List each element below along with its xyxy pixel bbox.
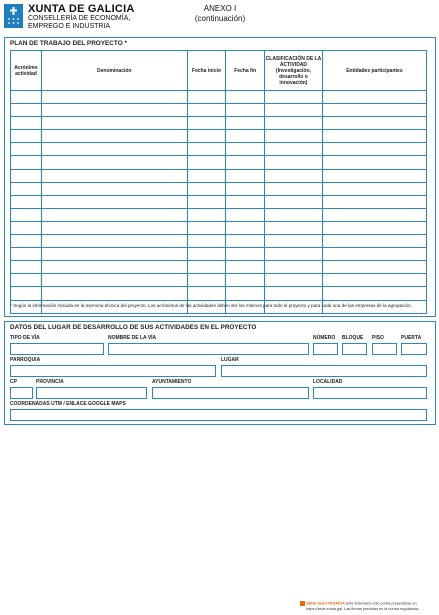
provincia-label: PROVINCIA (36, 379, 64, 385)
table-cell[interactable] (41, 235, 187, 248)
table-cell[interactable] (11, 274, 42, 287)
annex-subtitle: (continuación) (194, 14, 246, 23)
col-clasificacion: CLASIFICACIÓN DE LA ACTIVIDAD (Investigación, desarrollo o innovación) (265, 51, 323, 91)
cp-input[interactable] (10, 387, 33, 399)
table-cell[interactable] (265, 104, 323, 117)
table-cell[interactable] (265, 274, 323, 287)
table-cell[interactable] (11, 248, 42, 261)
table-cell[interactable] (11, 169, 42, 182)
tipo-via-label: TIPO DE VÍA (10, 335, 40, 341)
table-row (11, 287, 427, 300)
table-row (11, 117, 427, 130)
table-cell[interactable] (322, 261, 426, 274)
org-name: XUNTA DE GALICIA (28, 3, 135, 15)
ayuntamiento-input[interactable] (152, 387, 309, 399)
table-cell[interactable] (322, 208, 426, 221)
table-cell[interactable] (322, 287, 426, 300)
table-cell[interactable] (41, 274, 187, 287)
table-cell[interactable] (11, 182, 42, 195)
sede-electronica-icon (300, 601, 305, 606)
location-title: DATOS DEL LUGAR DE DESARROLLO DE SUS ACTIVIDADES EN EL PROYECTO (10, 324, 257, 331)
table-row (11, 208, 427, 221)
table-cell[interactable] (187, 104, 226, 117)
table-cell[interactable] (322, 195, 426, 208)
table-row (11, 274, 427, 287)
table-cell[interactable] (226, 117, 265, 130)
table-cell[interactable] (41, 156, 187, 169)
table-cell[interactable] (322, 156, 426, 169)
table-cell[interactable] (322, 91, 426, 104)
table-cell[interactable] (41, 208, 187, 221)
table-cell[interactable] (265, 130, 323, 143)
table-cell[interactable] (226, 248, 265, 261)
table-cell[interactable] (41, 91, 187, 104)
table-cell[interactable] (187, 169, 226, 182)
table-cell[interactable] (226, 221, 265, 234)
table-row (11, 143, 427, 156)
table-row (11, 221, 427, 234)
table-cell[interactable] (265, 117, 323, 130)
localidad-label: LOCALIDAD (313, 379, 343, 385)
provincia-input[interactable] (36, 387, 147, 399)
table-cell[interactable] (11, 156, 42, 169)
table-cell[interactable] (322, 274, 426, 287)
col-entidades: Entidades participantes (322, 51, 426, 91)
table-cell[interactable] (322, 248, 426, 261)
table-cell[interactable] (322, 130, 426, 143)
table-row (11, 235, 427, 248)
table-cell[interactable] (226, 235, 265, 248)
table-cell[interactable] (187, 91, 226, 104)
table-cell[interactable] (41, 117, 187, 130)
annex-heading (170, 4, 270, 24)
table-cell[interactable] (265, 143, 323, 156)
table-cell[interactable] (41, 195, 187, 208)
table-row (11, 248, 427, 261)
table-cell[interactable] (265, 261, 323, 274)
table-cell[interactable] (322, 169, 426, 182)
department-line-1: CONSELLERÍA DE ECONOMÍA, (28, 15, 131, 22)
table-cell[interactable] (226, 169, 265, 182)
table-row (11, 156, 427, 169)
table-cell[interactable] (322, 235, 426, 248)
footer-brand: SEDE ELECTRÓNICA (306, 601, 345, 606)
table-cell[interactable] (265, 182, 323, 195)
parroquia-label: PARROQUIA (10, 357, 41, 363)
table-cell[interactable] (265, 169, 323, 182)
coordenadas-label: COORDENADAS UTM / ENLACE GOOGLE MAPS (10, 401, 126, 407)
table-cell[interactable] (322, 117, 426, 130)
table-row (11, 130, 427, 143)
table-cell[interactable] (322, 104, 426, 117)
table-cell[interactable] (265, 235, 323, 248)
table-cell[interactable] (226, 91, 265, 104)
col-denominacion: Denominación (41, 51, 187, 91)
table-cell[interactable] (226, 208, 265, 221)
localidad-input[interactable] (313, 387, 427, 399)
table-cell[interactable] (187, 195, 226, 208)
table-cell[interactable] (41, 248, 187, 261)
table-cell[interactable] (11, 221, 42, 234)
table-cell[interactable] (41, 182, 187, 195)
table-cell[interactable] (187, 261, 226, 274)
table-cell[interactable] (11, 261, 42, 274)
department-line-2: EMPREGO E INDUSTRIA (28, 23, 111, 30)
col-fecha-inicio: Fecha inicio (187, 51, 226, 91)
table-cell[interactable] (41, 143, 187, 156)
table-cell[interactable] (41, 221, 187, 234)
col-acronimo: Acrónimo actividad (11, 51, 42, 91)
footer-line-1: Este formulario sólo podrá presentarse en (345, 601, 417, 606)
table-cell[interactable] (41, 104, 187, 117)
table-cell[interactable] (226, 274, 265, 287)
table-row (11, 91, 427, 104)
plan-title: PLAN DE TRABAJO DEL PROYECTO * (10, 40, 127, 47)
numero-input[interactable] (313, 343, 338, 355)
table-cell[interactable] (187, 208, 226, 221)
table-cell[interactable] (11, 287, 42, 300)
table-row (11, 261, 427, 274)
table-cell[interactable] (322, 143, 426, 156)
table-cell[interactable] (11, 208, 42, 221)
table-cell[interactable] (265, 156, 323, 169)
ayuntamiento-label: AYUNTAMIENTO (152, 379, 192, 385)
table-cell[interactable] (41, 287, 187, 300)
table-cell[interactable] (41, 261, 187, 274)
table-cell[interactable] (187, 117, 226, 130)
table-cell[interactable] (41, 169, 187, 182)
table-cell[interactable] (226, 156, 265, 169)
table-cell[interactable] (265, 248, 323, 261)
xunta-logo-icon (4, 4, 23, 28)
table-cell[interactable] (265, 287, 323, 300)
table-cell[interactable] (11, 195, 42, 208)
annex-title: ANEXO I (203, 4, 237, 13)
table-cell[interactable] (11, 117, 42, 130)
lugar-input[interactable] (221, 365, 427, 377)
nombre-via-label: NOMBRE DE LA VÍA (108, 335, 157, 341)
table-cell[interactable] (187, 130, 226, 143)
table-cell[interactable] (226, 261, 265, 274)
table-cell[interactable] (226, 130, 265, 143)
table-cell[interactable] (187, 235, 226, 248)
cp-label: CP (10, 379, 17, 385)
piso-label: PISO (372, 335, 384, 341)
table-cell[interactable] (11, 130, 42, 143)
lugar-label: LUGAR (221, 357, 239, 363)
table-cell[interactable] (265, 91, 323, 104)
plan-footnote: * Según la información incluida en la memoria técnica del proyecto. Los acrónimos de las actividades deben ser los mismos para todo el proyecto y para cada una de las empresas de la agrupación. (10, 303, 412, 308)
table-row (11, 104, 427, 117)
table-cell[interactable] (226, 195, 265, 208)
parroquia-input[interactable] (10, 365, 216, 377)
table-cell[interactable] (265, 221, 323, 234)
table-cell[interactable] (187, 287, 226, 300)
table-row (11, 182, 427, 195)
coordenadas-input[interactable] (10, 409, 427, 421)
table-cell[interactable] (322, 221, 426, 234)
table-cell[interactable] (187, 143, 226, 156)
table-cell[interactable] (187, 182, 226, 195)
puerta-label: PUERTA (401, 335, 422, 341)
table-cell[interactable] (187, 274, 226, 287)
table-cell[interactable] (41, 130, 187, 143)
table-cell[interactable] (11, 235, 42, 248)
table-cell[interactable] (11, 104, 42, 117)
table-cell[interactable] (265, 195, 323, 208)
table-cell[interactable] (11, 91, 42, 104)
table-cell[interactable] (187, 248, 226, 261)
table-cell[interactable] (226, 143, 265, 156)
department-name (28, 15, 130, 31)
table-row (11, 195, 427, 208)
table-cell[interactable] (11, 143, 42, 156)
table-cell[interactable] (187, 221, 226, 234)
footer-line-2: https://sede.xunta.gal. Las firmas previstas en la norma reguladora. (306, 606, 420, 611)
table-cell[interactable] (322, 182, 426, 195)
table-cell[interactable] (226, 287, 265, 300)
table-cell[interactable] (226, 104, 265, 117)
tipo-via-input[interactable] (10, 343, 104, 355)
numero-label: NÚMERO (313, 335, 336, 341)
footer-note (300, 601, 435, 612)
bloque-input[interactable] (342, 343, 367, 355)
plan-table (10, 50, 427, 314)
nombre-via-input[interactable] (108, 343, 309, 355)
table-cell[interactable] (265, 208, 323, 221)
table-row (11, 169, 427, 182)
puerta-input[interactable] (401, 343, 427, 355)
col-fecha-fin: Fecha fin (226, 51, 265, 91)
table-cell[interactable] (226, 182, 265, 195)
piso-input[interactable] (372, 343, 397, 355)
bloque-label: BLOQUE (342, 335, 364, 341)
table-cell[interactable] (187, 156, 226, 169)
